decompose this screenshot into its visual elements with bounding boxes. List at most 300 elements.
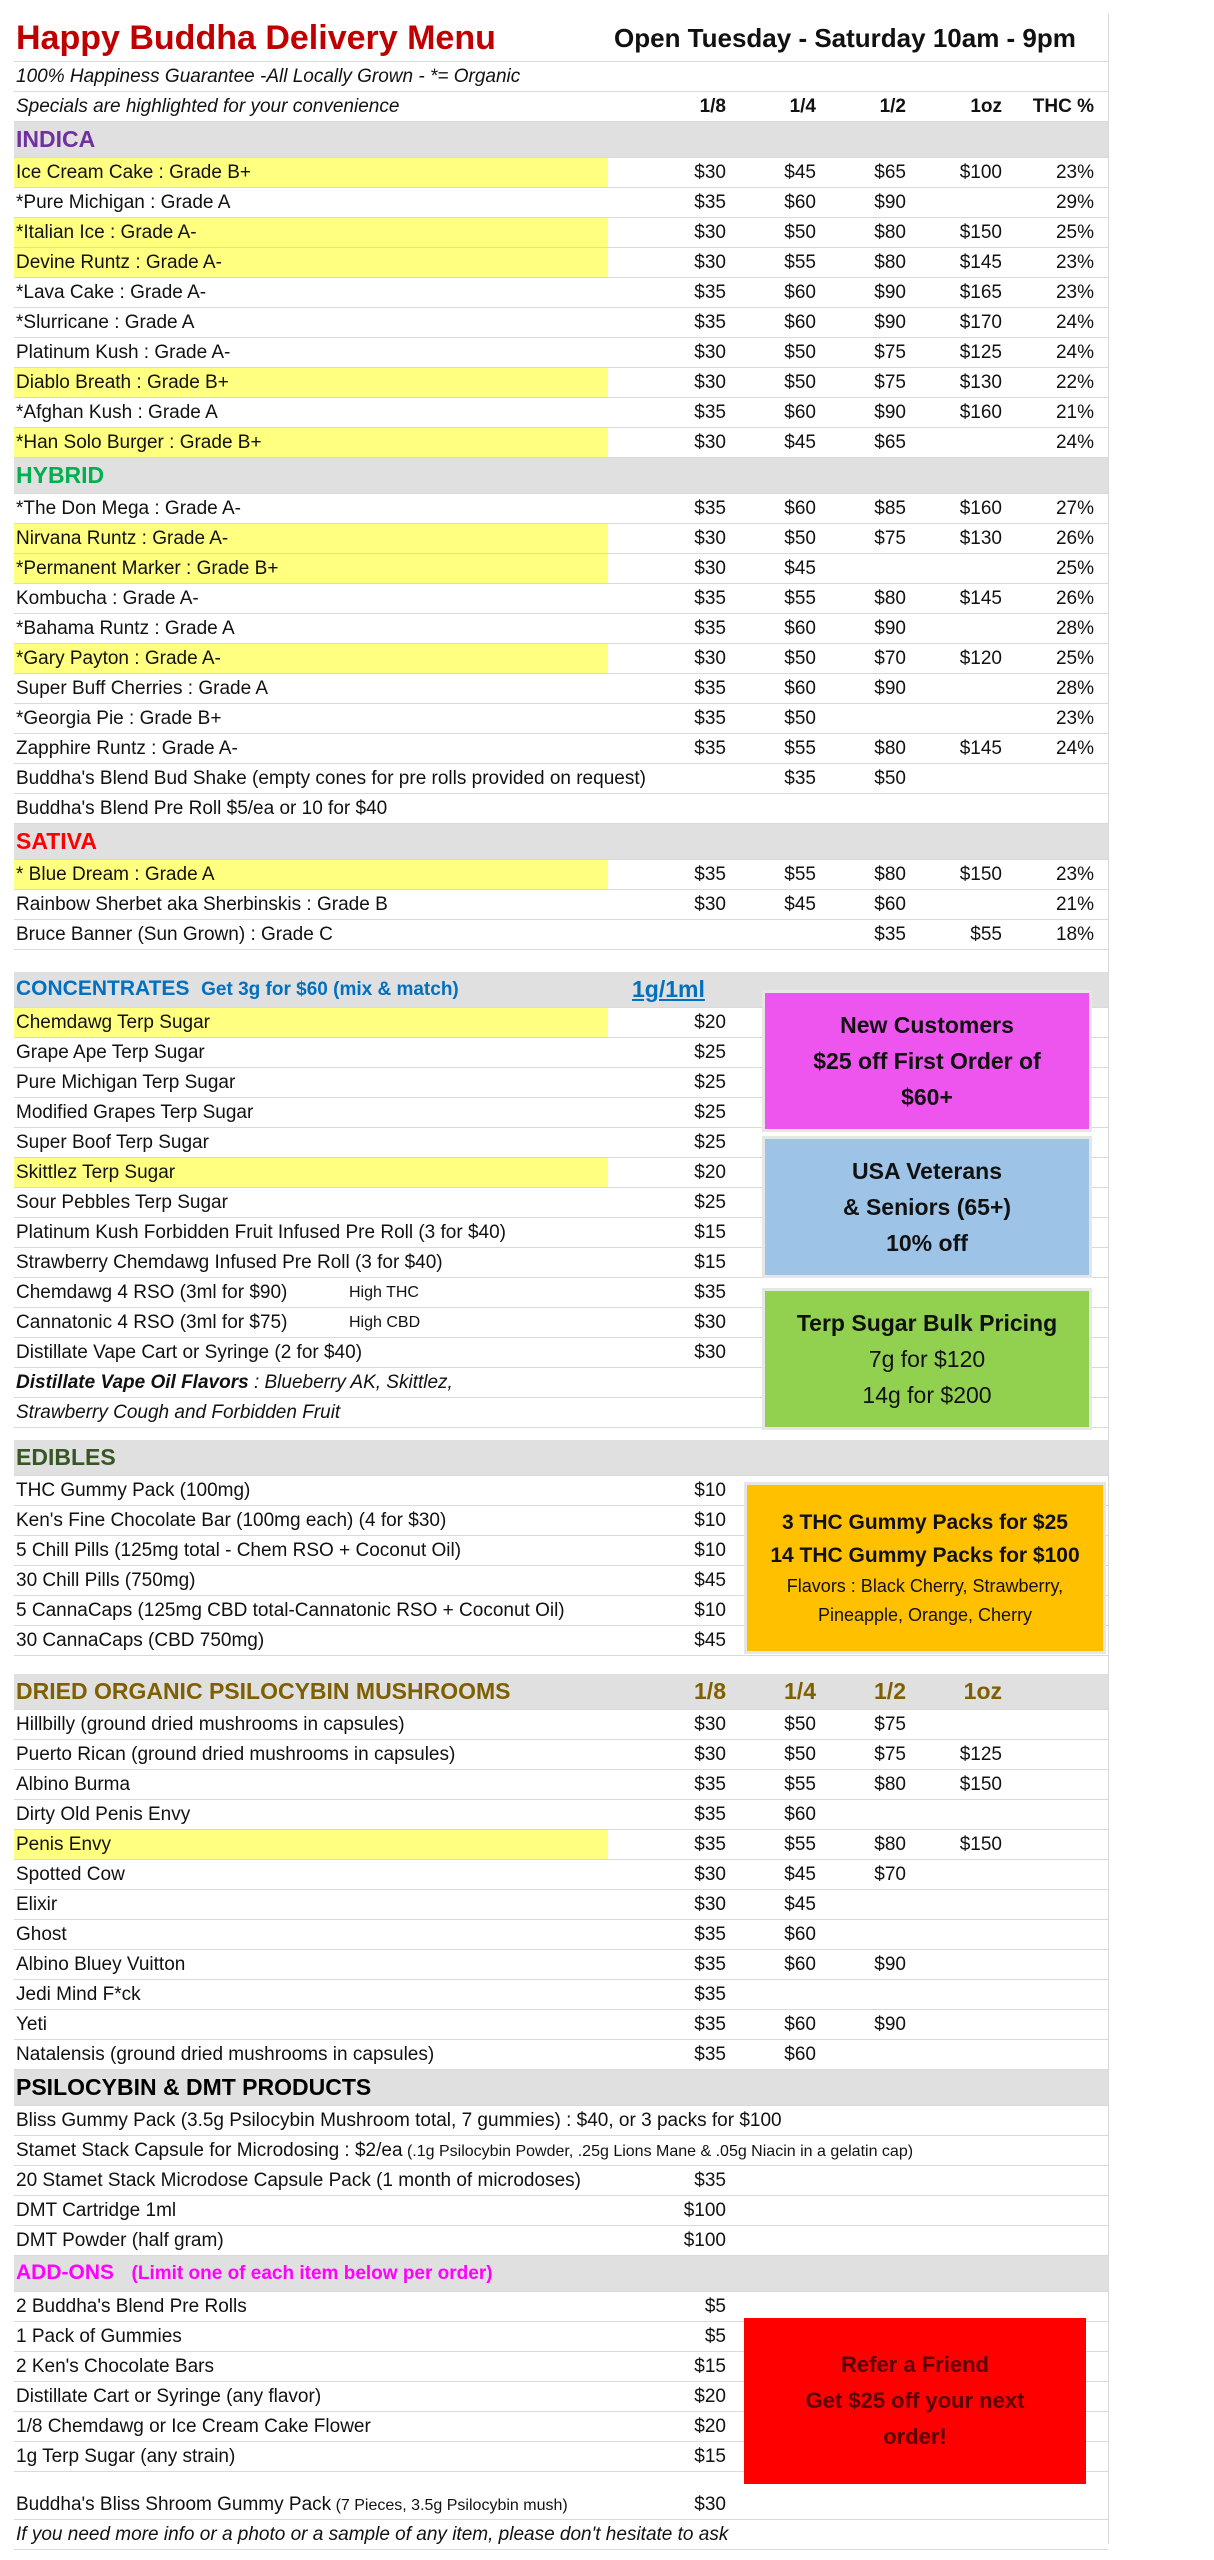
hybrid-strain-name: *Bahama Runtz : Grade A — [16, 618, 235, 639]
mushroom-item-p1: $35 — [694, 1984, 726, 2005]
indica-strain-p4: $125 — [959, 342, 1002, 363]
edibles-title: EDIBLES — [16, 1444, 116, 1470]
indica-strain-p3: $75 — [874, 372, 906, 393]
bruce-banner-row — [14, 920, 1108, 950]
guarantee-row — [14, 62, 1108, 92]
mush-col-oz: 1oz — [963, 1678, 1002, 1704]
hybrid-strain-p2: $50 — [784, 708, 816, 729]
bliss-addon-price: $30 — [694, 2494, 726, 2515]
bud-shake-row — [14, 764, 1108, 794]
mushroom-item-name: Hillbilly (ground dried mushrooms in capsules) — [16, 1714, 405, 1735]
hybrid-strain-p3: $80 — [874, 738, 906, 759]
hybrid-strain-thc: 28% — [1055, 618, 1094, 639]
hybrid-strain-p4: $145 — [959, 588, 1002, 609]
mushroom-item-p3: $75 — [874, 1714, 906, 1735]
mushroom-item-p1: $35 — [694, 1834, 726, 1855]
concentrate-item-name: Super Boof Terp Sugar — [16, 1132, 209, 1153]
mushroom-item-p3 — [816, 1800, 906, 1829]
mushroom-item-p2: $50 — [784, 1744, 816, 1765]
indica-strain-p4 — [912, 188, 1002, 217]
hybrid-strain-name: Zapphire Runtz : Grade A- — [16, 738, 238, 759]
bliss-row — [14, 2106, 1108, 2136]
hybrid-strain-name: Nirvana Runtz : Grade A- — [14, 524, 608, 553]
bruce-banner-thc: 18% — [1055, 924, 1094, 945]
addon-item-price: $5 — [704, 2296, 726, 2317]
stamet-row — [14, 2136, 1108, 2166]
mushrooms-header — [14, 1674, 1108, 1710]
indica-strain-row — [14, 278, 1108, 308]
indica-strain-row — [14, 158, 1108, 188]
indica-strain-p3: $90 — [874, 192, 906, 213]
business-hours: Open Tuesday - Saturday 10am - 9pm — [614, 23, 1076, 53]
column-header-row — [14, 92, 1108, 122]
col-quarter-header: 1/4 — [789, 96, 816, 117]
col-thc-header: THC % — [1032, 96, 1094, 117]
bud-shake-price-2: $50 — [874, 768, 906, 789]
indica-header — [14, 122, 1108, 158]
hybrid-strain-thc: 25% — [1055, 648, 1094, 669]
indica-strain-p3: $90 — [874, 312, 906, 333]
hybrid-strain-row — [14, 644, 1108, 674]
addon-item-price: $20 — [694, 2416, 726, 2437]
concentrate-item-note: High CBD — [349, 1314, 421, 1331]
mushroom-item-row — [14, 1950, 1108, 1980]
indica-strain-p1: $30 — [694, 372, 726, 393]
mushroom-item-p2: $60 — [784, 2014, 816, 2035]
footer-row — [14, 2520, 1108, 2550]
hybrid-strain-p1: $35 — [694, 588, 726, 609]
concentrate-item-price: $25 — [694, 1132, 726, 1153]
indica-strain-thc: 29% — [1055, 192, 1094, 213]
psilo-item-row — [14, 2226, 1108, 2256]
concentrate-item-name: Cannatonic 4 RSO (3ml for $75) — [16, 1312, 288, 1333]
indica-strain-name: Diablo Breath : Grade B+ — [14, 368, 608, 397]
hybrid-strain-p4 — [912, 614, 1002, 643]
mushroom-item-name: Ghost — [16, 1924, 67, 1945]
mushroom-item-p2: $60 — [784, 1924, 816, 1945]
hybrid-strain-row — [14, 674, 1108, 704]
concentrate-item-name: Sour Pebbles Terp Sugar — [16, 1192, 228, 1213]
mushroom-item-p4 — [912, 1800, 1002, 1829]
indica-strain-p1: $30 — [694, 162, 726, 183]
indica-strain-p4 — [912, 428, 1002, 457]
hybrid-strain-name: *Permanent Marker : Grade B+ — [14, 554, 608, 583]
concentrate-item-price: $20 — [694, 1012, 726, 1033]
mushroom-item-p3 — [816, 1980, 906, 2009]
hybrid-strain-p4: $145 — [959, 738, 1002, 759]
mushroom-item-p4 — [912, 1950, 1002, 1979]
header-row — [14, 14, 1108, 62]
flavors-text: Distillate Vape Oil Flavors : Blueberry AK, Skittlez, — [16, 1372, 453, 1393]
sativa-strain-row — [14, 860, 1108, 890]
bliss-addon-row — [14, 2490, 1108, 2520]
veterans-promo: USA Veterans & Seniors (65+) 10% off — [762, 1136, 1092, 1278]
edible-item-price: $45 — [694, 1570, 726, 1591]
mushroom-item-p4 — [912, 1860, 1002, 1889]
page-title: Happy Buddha Delivery Menu — [16, 19, 496, 57]
mushroom-item-p1: $30 — [694, 1744, 726, 1765]
hybrid-strain-p2: $50 — [784, 528, 816, 549]
addon-item-price: $15 — [694, 2446, 726, 2467]
sativa-strain-p3: $80 — [874, 864, 906, 885]
mushroom-item-row — [14, 1710, 1108, 1740]
hybrid-strain-name: *Gary Payton : Grade A- — [14, 644, 608, 673]
concentrate-item-price: $35 — [694, 1282, 726, 1303]
mushroom-item-row — [14, 2040, 1108, 2070]
concentrate-item-name: Pure Michigan Terp Sugar — [16, 1072, 236, 1093]
addon-item-name: 1 Pack of Gummies — [16, 2326, 182, 2347]
specials-note: Specials are highlighted for your convenience — [16, 96, 400, 117]
mushroom-item-p4 — [912, 2040, 1002, 2069]
indica-strain-name: *Pure Michigan : Grade A — [16, 192, 231, 213]
bliss-addon-name: Buddha's Bliss Shroom Gummy Pack (7 Pieces, 3.5g Psilocybin mush) — [16, 2494, 568, 2515]
indica-strain-thc: 22% — [1055, 372, 1094, 393]
hybrid-title: HYBRID — [16, 462, 105, 488]
addon-item-name: Distillate Cart or Syringe (any flavor) — [16, 2386, 322, 2407]
hybrid-strain-p1: $30 — [694, 648, 726, 669]
mushroom-item-p4 — [912, 1890, 1002, 1919]
indica-strain-p2: $60 — [784, 402, 816, 423]
hybrid-strain-p4 — [912, 704, 1002, 733]
mushroom-item-row — [14, 1800, 1108, 1830]
addon-item-name: 1/8 Chemdawg or Ice Cream Cake Flower — [16, 2416, 371, 2437]
mushroom-item-p2: $50 — [784, 1714, 816, 1735]
edible-item-name: 5 Chill Pills (125mg total - Chem RSO + Coconut Oil) — [16, 1540, 462, 1561]
mushroom-item-p3 — [816, 2040, 906, 2069]
hybrid-strain-p3: $85 — [874, 498, 906, 519]
hybrid-strain-p4 — [912, 554, 1002, 583]
flavors-text-2: Strawberry Cough and Forbidden Fruit — [16, 1402, 341, 1423]
mushroom-item-p3: $80 — [874, 1774, 906, 1795]
concentrates-unit: 1g/1ml — [632, 976, 705, 1002]
indica-strain-row — [14, 398, 1108, 428]
indica-strain-p1: $35 — [694, 312, 726, 333]
edible-item-price: $45 — [694, 1630, 726, 1651]
sativa-strain-p2: $45 — [784, 894, 816, 915]
sativa-strain-p2: $55 — [784, 864, 816, 885]
concentrate-item-price: $30 — [694, 1312, 726, 1333]
hybrid-strain-p3: $75 — [874, 528, 906, 549]
hybrid-strain-p3: $80 — [874, 588, 906, 609]
mush-col-quarter: 1/4 — [784, 1678, 816, 1704]
concentrate-item-name: Skittlez Terp Sugar — [14, 1158, 608, 1187]
hybrid-strain-p2: $60 — [784, 498, 816, 519]
col-oz-header: 1oz — [970, 96, 1002, 117]
mushroom-item-p1: $30 — [694, 1894, 726, 1915]
indica-strain-p3: $90 — [874, 282, 906, 303]
mushroom-item-p3: $90 — [874, 1954, 906, 1975]
edible-item-name: 30 Chill Pills (750mg) — [16, 1570, 196, 1591]
hybrid-strain-thc: 26% — [1055, 588, 1094, 609]
psilo-dmt-header — [14, 2070, 1108, 2106]
mushroom-item-p4 — [912, 1710, 1002, 1739]
indica-strain-p3: $80 — [874, 222, 906, 243]
mushroom-item-p1: $35 — [694, 1804, 726, 1825]
psilo-item-row — [14, 2166, 1108, 2196]
hybrid-strain-p1: $35 — [694, 498, 726, 519]
mushroom-item-name: Albino Bluey Vuitton — [16, 1954, 186, 1975]
hybrid-strain-p2: $55 — [784, 738, 816, 759]
mushroom-item-p4 — [912, 2010, 1002, 2039]
hybrid-strain-row — [14, 554, 1108, 584]
hybrid-strain-p1: $35 — [694, 678, 726, 699]
mushroom-item-p3: $75 — [874, 1744, 906, 1765]
hybrid-strain-p4 — [912, 674, 1002, 703]
sativa-strain-p1: $35 — [694, 864, 726, 885]
hybrid-strain-thc: 27% — [1055, 498, 1094, 519]
indica-strain-name: *Han Solo Burger : Grade B+ — [14, 428, 608, 457]
hybrid-strain-thc: 23% — [1055, 708, 1094, 729]
hybrid-strain-row — [14, 734, 1108, 764]
indica-strain-row — [14, 338, 1108, 368]
mushroom-item-p3 — [816, 1920, 906, 1949]
hybrid-strain-thc: 28% — [1055, 678, 1094, 699]
sativa-strain-p3: $60 — [874, 894, 906, 915]
mushroom-item-name: Albino Burma — [16, 1774, 131, 1795]
indica-strain-name: Ice Cream Cake : Grade B+ — [14, 158, 608, 187]
hybrid-strain-row — [14, 584, 1108, 614]
indica-strain-p1: $35 — [694, 402, 726, 423]
edible-item-name: THC Gummy Pack (100mg) — [16, 1480, 251, 1501]
hybrid-strain-row — [14, 614, 1108, 644]
hybrid-strain-row — [14, 524, 1108, 554]
mushroom-item-row — [14, 1890, 1108, 1920]
mushroom-item-p4: $150 — [959, 1774, 1002, 1795]
hybrid-strain-p1: $35 — [694, 708, 726, 729]
hybrid-header — [14, 458, 1108, 494]
mushroom-item-p3 — [816, 1890, 906, 1919]
mushroom-item-p2: $45 — [784, 1864, 816, 1885]
hybrid-strain-name: Kombucha : Grade A- — [16, 588, 199, 609]
addon-item-name: 1g Terp Sugar (any strain) — [16, 2446, 236, 2467]
addon-item-price: $20 — [694, 2386, 726, 2407]
hybrid-strain-name: *The Don Mega : Grade A- — [16, 498, 241, 519]
indica-strain-row — [14, 308, 1108, 338]
mushroom-item-name: Yeti — [16, 2014, 47, 2035]
mushroom-item-p3: $80 — [874, 1834, 906, 1855]
indica-strain-p2: $45 — [784, 432, 816, 453]
concentrate-item-name: Modified Grapes Terp Sugar — [16, 1102, 254, 1123]
mushroom-item-p2: $60 — [784, 2044, 816, 2065]
addon-item-name: 2 Ken's Chocolate Bars — [16, 2356, 214, 2377]
indica-strain-thc: 23% — [1055, 252, 1094, 273]
indica-strain-p1: $30 — [694, 222, 726, 243]
addon-item-price: $5 — [704, 2326, 726, 2347]
sativa-strain-p1: $30 — [694, 894, 726, 915]
indica-strain-thc: 25% — [1055, 222, 1094, 243]
indica-strain-p2: $60 — [784, 282, 816, 303]
concentrates-title: CONCENTRATES Get 3g for $60 (mix & match) — [16, 977, 459, 1000]
addons-title: ADD-ONS (Limit one of each item below per order) — [16, 2261, 493, 2284]
mushroom-item-row — [14, 1770, 1108, 1800]
indica-strain-p2: $45 — [784, 162, 816, 183]
concentrate-item-name: Distillate Vape Cart or Syringe (2 for $40) — [16, 1342, 363, 1363]
mushroom-item-p1: $35 — [694, 2014, 726, 2035]
mushroom-item-row — [14, 1830, 1108, 1860]
indica-strain-p3: $65 — [874, 432, 906, 453]
mushroom-item-p1: $35 — [694, 2044, 726, 2065]
indica-strain-thc: 21% — [1055, 402, 1094, 423]
footer-text: If you need more info or a photo or a sample of any item, please don't hesitate to ask — [16, 2524, 729, 2545]
mush-col-eighth: 1/8 — [694, 1678, 726, 1704]
hybrid-strain-row — [14, 494, 1108, 524]
edible-item-name: 30 CannaCaps (CBD 750mg) — [16, 1630, 265, 1651]
psilo-item-name: 20 Stamet Stack Microdose Capsule Pack (1 month of microdoses) — [16, 2170, 581, 2191]
preroll-text: Buddha's Blend Pre Roll $5/ea or 10 for $40 — [16, 798, 388, 819]
mushroom-item-p1: $30 — [694, 1714, 726, 1735]
edible-item-price: $10 — [694, 1540, 726, 1561]
mushroom-item-name: Spotted Cow — [16, 1864, 125, 1885]
sativa-strain-p4: $150 — [959, 864, 1002, 885]
psilo-dmt-title: PSILOCYBIN & DMT PRODUCTS — [16, 2074, 372, 2100]
indica-strain-p4: $150 — [959, 222, 1002, 243]
concentrate-item-price: $25 — [694, 1192, 726, 1213]
indica-strain-name: Platinum Kush : Grade A- — [16, 342, 231, 363]
concentrate-item-price: $15 — [694, 1252, 726, 1273]
hybrid-strain-row — [14, 704, 1108, 734]
indica-strain-p4: $160 — [959, 402, 1002, 423]
indica-strain-p3: $65 — [874, 162, 906, 183]
hybrid-strain-thc: 26% — [1055, 528, 1094, 549]
hybrid-strain-p1: $30 — [694, 558, 726, 579]
indica-strain-p3: $80 — [874, 252, 906, 273]
mushroom-item-row — [14, 2010, 1108, 2040]
psilo-item-price: $100 — [683, 2230, 726, 2251]
bud-shake-price-1: $35 — [784, 768, 816, 789]
mushroom-item-p3: $70 — [874, 1864, 906, 1885]
indica-strain-p2: $60 — [784, 192, 816, 213]
sativa-strain-thc: 23% — [1055, 864, 1094, 885]
mushroom-item-p2: $60 — [784, 1954, 816, 1975]
indica-strain-thc: 23% — [1055, 282, 1094, 303]
mushroom-item-p1: $35 — [694, 1774, 726, 1795]
indica-strain-p4: $165 — [959, 282, 1002, 303]
indica-strain-name: *Lava Cake : Grade A- — [16, 282, 207, 303]
concentrate-item-name: Grape Ape Terp Sugar — [16, 1042, 205, 1063]
guarantee-text: 100% Happiness Guarantee -All Locally Grown - *= Organic — [16, 66, 521, 87]
sativa-strain-p4 — [912, 890, 1002, 919]
addon-item-price: $15 — [694, 2356, 726, 2377]
sativa-header — [14, 824, 1108, 860]
mush-col-half: 1/2 — [874, 1678, 906, 1704]
mushrooms-title: DRIED ORGANIC PSILOCYBIN MUSHROOMS — [16, 1678, 511, 1704]
concentrate-item-name: Chemdawg 4 RSO (3ml for $90) — [16, 1282, 288, 1303]
addons-header — [14, 2256, 1108, 2292]
mushroom-item-name: Jedi Mind F*ck — [16, 1984, 141, 2005]
indica-strain-thc: 24% — [1055, 432, 1094, 453]
mushroom-item-row — [14, 1980, 1108, 2010]
indica-strain-row — [14, 428, 1108, 458]
mushroom-item-p4 — [912, 1920, 1002, 1949]
indica-strain-p2: $50 — [784, 342, 816, 363]
hybrid-strain-p3: $70 — [874, 648, 906, 669]
col-half-header: 1/2 — [879, 96, 906, 117]
concentrate-item-price: $20 — [694, 1162, 726, 1183]
concentrate-item-price: $30 — [694, 1342, 726, 1363]
concentrate-item-name: Platinum Kush Forbidden Fruit Infused Pre Roll (3 for $40) — [16, 1222, 507, 1243]
mushroom-item-name: Puerto Rican (ground dried mushrooms in capsules) — [16, 1744, 456, 1765]
hybrid-strain-p1: $30 — [694, 528, 726, 549]
edibles-header — [14, 1440, 1108, 1476]
hybrid-strain-name: *Georgia Pie : Grade B+ — [16, 708, 222, 729]
indica-strain-thc: 23% — [1055, 162, 1094, 183]
concentrate-item-note: High THC — [349, 1284, 419, 1301]
indica-strain-p1: $30 — [694, 342, 726, 363]
concentrate-item-price: $25 — [694, 1042, 726, 1063]
hybrid-strain-p4: $130 — [959, 528, 1002, 549]
hybrid-strain-p3 — [816, 554, 906, 583]
addon-item-name: 2 Buddha's Blend Pre Rolls — [16, 2296, 247, 2317]
indica-strain-p1: $30 — [694, 432, 726, 453]
indica-strain-row — [14, 368, 1108, 398]
hybrid-strain-p2: $60 — [784, 618, 816, 639]
mushroom-item-p2: $55 — [784, 1834, 816, 1855]
sativa-strain-row — [14, 890, 1108, 920]
indica-strain-p4: $145 — [959, 252, 1002, 273]
indica-strain-p2: $50 — [784, 222, 816, 243]
indica-strain-row — [14, 248, 1108, 278]
indica-strain-p3: $90 — [874, 402, 906, 423]
hybrid-strain-p1: $35 — [694, 738, 726, 759]
indica-title: INDICA — [16, 126, 96, 152]
indica-strain-row — [14, 218, 1108, 248]
indica-strain-p4: $100 — [959, 162, 1002, 183]
mushroom-item-p4 — [912, 1980, 1002, 2009]
indica-strain-name: *Italian Ice : Grade A- — [14, 218, 608, 247]
psilo-item-name: DMT Cartridge 1ml — [16, 2200, 177, 2221]
hybrid-strain-p2: $60 — [784, 678, 816, 699]
indica-strain-p4: $130 — [959, 372, 1002, 393]
edible-item-price: $10 — [694, 1480, 726, 1501]
bud-shake-name: Buddha's Blend Bud Shake (empty cones for pre rolls provided on request) — [16, 768, 646, 789]
edible-item-name: Ken's Fine Chocolate Bar (100mg each) (4 for $30) — [16, 1510, 447, 1531]
hybrid-strain-p3 — [816, 704, 906, 733]
indica-strain-name: *Afghan Kush : Grade A — [16, 402, 218, 423]
preroll-row — [14, 794, 1108, 824]
mushroom-item-p2: $55 — [784, 1774, 816, 1795]
indica-strain-p4: $170 — [959, 312, 1002, 333]
concentrate-item-price: $25 — [694, 1102, 726, 1123]
indica-strain-name: *Slurricane : Grade A — [16, 312, 195, 333]
mushroom-item-row — [14, 1740, 1108, 1770]
mushroom-item-row — [14, 1860, 1108, 1890]
psilo-item-price: $35 — [694, 2170, 726, 2191]
concentrate-item-price: $15 — [694, 1222, 726, 1243]
psilo-item-name: DMT Powder (half gram) — [16, 2230, 224, 2251]
stamet-text: Stamet Stack Capsule for Microdosing : $2/ea (.1g Psilocybin Powder, .25g Lions Mane & .05g Niacin in a gelatin cap) — [16, 2140, 914, 2161]
gummy-deal-promo: 3 THC Gummy Packs for $25 14 THC Gummy Packs for $100 Flavors : Black Cherry, Strawberry, Pineapple, Orange, Cherry — [744, 1482, 1106, 1654]
sativa-strain-thc: 21% — [1055, 894, 1094, 915]
new-customers-promo: New Customers $25 off First Order of $60+ — [762, 990, 1092, 1132]
hybrid-strain-p1: $35 — [694, 618, 726, 639]
indica-strain-row — [14, 188, 1108, 218]
bliss-text: Bliss Gummy Pack (3.5g Psilocybin Mushroom total, 7 gummies) : $40, or 3 packs for $100 — [16, 2110, 782, 2131]
indica-strain-p1: $35 — [694, 192, 726, 213]
mushroom-item-name: Dirty Old Penis Envy — [16, 1804, 191, 1825]
hybrid-strain-p4: $120 — [959, 648, 1002, 669]
grid-line — [1108, 14, 1109, 2544]
mushroom-item-p2: $60 — [784, 1804, 816, 1825]
mushroom-item-p3: $90 — [874, 2014, 906, 2035]
mushroom-item-p1: $35 — [694, 1924, 726, 1945]
mushroom-item-name: Natalensis (ground dried mushrooms in capsules) — [16, 2044, 435, 2065]
mushroom-item-p2: $45 — [784, 1894, 816, 1915]
indica-strain-name: Devine Runtz : Grade A- — [14, 248, 608, 277]
mushroom-item-p1: $30 — [694, 1864, 726, 1885]
hybrid-strain-p2: $50 — [784, 648, 816, 669]
mushroom-item-p4: $150 — [959, 1834, 1002, 1855]
sativa-strain-name: Rainbow Sherbet aka Sherbinskis : Grade B — [16, 894, 388, 915]
